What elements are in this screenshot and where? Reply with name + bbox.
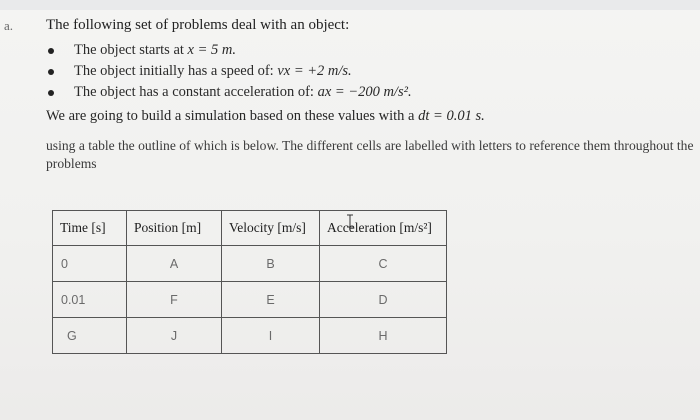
text-cursor-icon xyxy=(346,214,354,228)
bullet-icon xyxy=(48,48,54,54)
table-cell: J xyxy=(127,318,222,354)
table-row xyxy=(53,282,447,318)
table-row xyxy=(53,246,447,282)
table-cell: B xyxy=(222,246,320,282)
bullet-math: ax = −200 m/s². xyxy=(317,84,412,100)
bullet-text: The object starts at xyxy=(74,42,188,58)
bullet-text: The object initially has a speed of: xyxy=(74,63,278,79)
table-cell: H xyxy=(320,318,447,354)
list-item xyxy=(60,40,412,61)
header-velocity: Velocity [m/s] xyxy=(222,211,320,246)
timestep-math: dt = 0.01 s. xyxy=(418,108,485,124)
table-cell: A xyxy=(127,246,222,282)
list-item xyxy=(60,61,412,82)
table-cell: 0 xyxy=(53,246,127,282)
bullet-math: x = 5 m. xyxy=(187,42,236,58)
simulation-paragraph xyxy=(46,108,485,125)
table-description: using a table the outline of which is below. The different cells are labelled with letters to reference them throughout the problems xyxy=(46,138,694,171)
header-acceleration: Acceleration [m/s²] xyxy=(320,211,447,246)
top-band xyxy=(0,0,700,10)
list-item xyxy=(60,82,412,103)
table-cell: F xyxy=(127,282,222,318)
conditions-list xyxy=(60,40,412,103)
bullet-icon xyxy=(48,69,54,75)
simulation-table xyxy=(52,210,447,354)
header-time: Time [s] xyxy=(53,211,127,246)
table-row xyxy=(53,318,447,354)
table-cell: G xyxy=(53,318,127,354)
question-intro: The following set of problems deal with an object: xyxy=(46,17,350,33)
table-header-row xyxy=(53,211,447,246)
simulation-text: We are going to build a simulation based on these values with a xyxy=(46,108,419,124)
table-cell: D xyxy=(320,282,447,318)
question-number: a. xyxy=(4,18,14,33)
table-cell: 0.01 xyxy=(53,282,127,318)
bullet-icon xyxy=(48,90,54,96)
table-cell: I xyxy=(222,318,320,354)
table-cell: C xyxy=(320,246,447,282)
table-cell: E xyxy=(222,282,320,318)
bullet-text: The object has a constant acceleration of: xyxy=(74,84,318,100)
bullet-math: vx = +2 m/s. xyxy=(277,63,352,79)
header-position: Position [m] xyxy=(127,211,222,246)
